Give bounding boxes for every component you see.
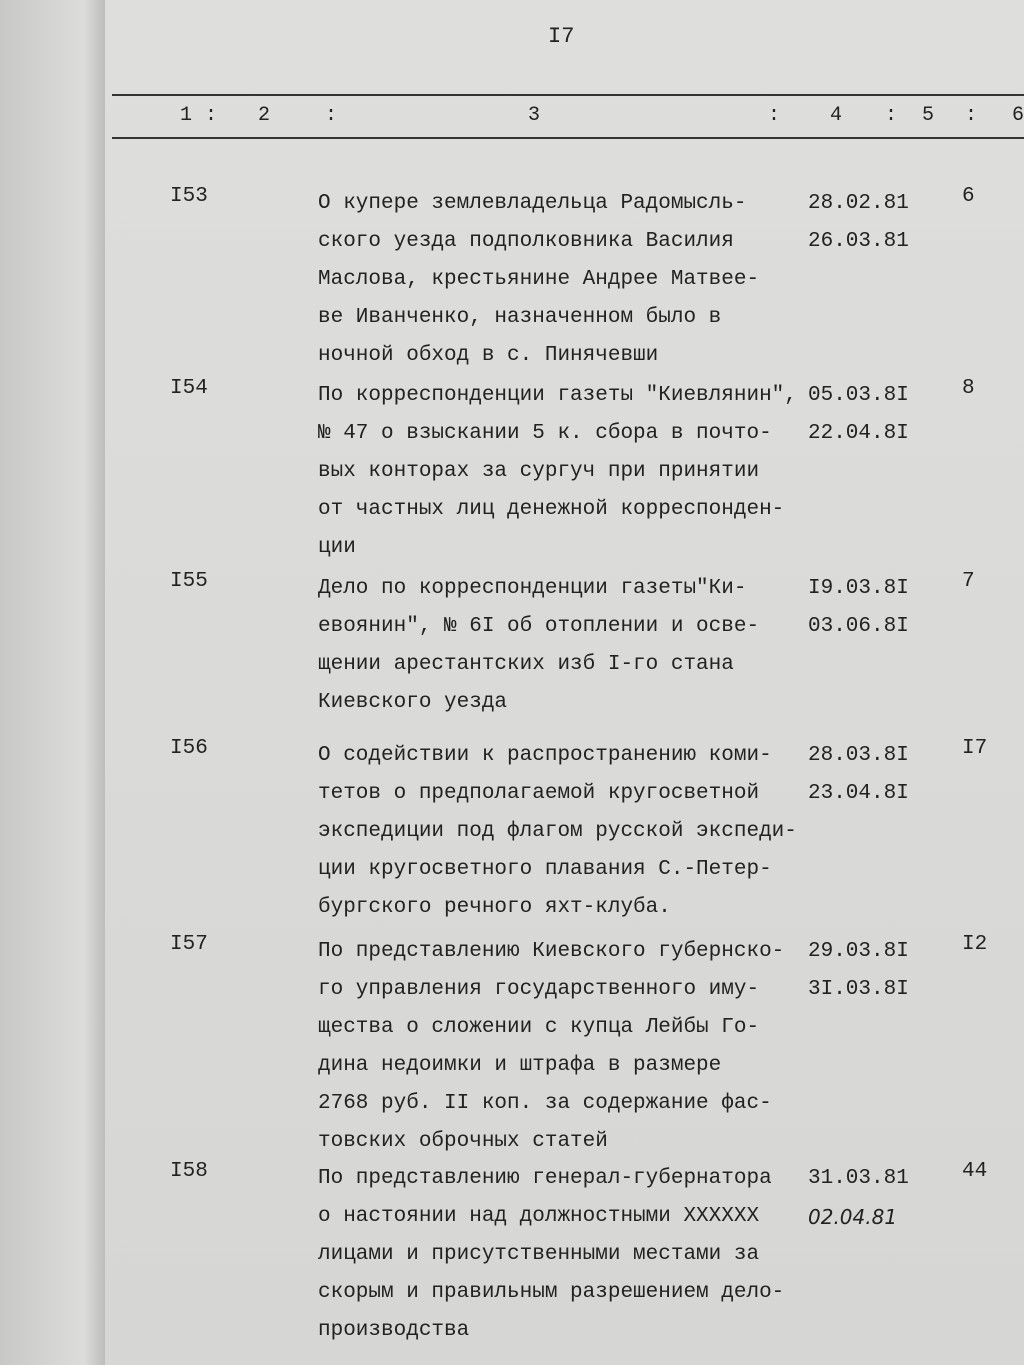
start-date: 28.02.81 (808, 192, 909, 215)
header-top-rule (112, 94, 1024, 96)
page-count: I7 (962, 737, 988, 760)
page-count: 44 (962, 1160, 988, 1183)
entry-dates (808, 1160, 909, 1236)
page-count: 8 (962, 377, 975, 400)
start-date: 05.03.8I (808, 384, 909, 407)
entry-number: I57 (170, 933, 208, 956)
entry-number: I53 (170, 185, 208, 208)
entry-number: I55 (170, 570, 208, 593)
entry-description: По представлению Киевского губернско- го управления государственного иму- щества о сложении с купца Лейбы Го- дина недоимки и штрафа в размере 2768 руб. II коп. за содержание фас- товских оброчных статей (318, 940, 785, 1153)
col-header-1: 1 (180, 104, 193, 127)
col-header-6: 6 (1012, 104, 1024, 127)
end-date: 26.03.81 (808, 230, 909, 253)
col-header-5: 5 (922, 104, 935, 127)
header-bottom-rule (112, 137, 1024, 139)
end-date: 22.04.8I (808, 422, 909, 445)
entry-description: О купере землевладельца Радомысль- ского уезда подполковника Василия Маслова, крестьянине Андрее Матвее- ве Иванченко, назначенном было в ночной обход в с. Пинячевши (318, 192, 760, 367)
page-count: I2 (962, 933, 988, 956)
entry-description: О содействии к распространению коми- тетов о предполагаемой кругосветной экспедиции под флагом русской экспеди- ции кругосветного плавания С.-Петер- бургского речного яхт-клуба. (318, 744, 797, 919)
start-date: 29.03.8I (808, 940, 909, 963)
entry-description: По корреспонденции газеты "Киевлянин", № 47 о взыскании 5 к. сбора в почто- вых конторах за сургуч при принятии от частных лиц денежной корреспонден- ции (318, 384, 797, 559)
col-header-2: 2 (258, 104, 271, 127)
end-date: 3I.03.8I (808, 978, 909, 1001)
page-count: 6 (962, 185, 975, 208)
entry-dates (808, 737, 909, 813)
entry-dates (808, 377, 909, 453)
start-date: I9.03.8I (808, 577, 909, 600)
entry-description: Дело по корреспонденции газеты"Ки- евоянин", № 6I об отоплении и осве- щении арестантских изб I-го стана Киевского уезда (318, 577, 760, 714)
start-date: 28.03.8I (808, 744, 909, 767)
entry-description: По представлению генерал-губернатора о настоянии над должностными XXXXXX лицами и присутственными местами за скорым и правильным разрешением дело- производства (318, 1167, 785, 1342)
previous-page-edge (0, 0, 105, 1365)
entry-number: I54 (170, 377, 208, 400)
page-count: 7 (962, 570, 975, 593)
end-date: 02.04.81 (808, 1205, 898, 1229)
entry-dates (808, 185, 909, 261)
end-date: 23.04.8I (808, 782, 909, 805)
start-date: 31.03.81 (808, 1167, 909, 1190)
page-number: I7 (548, 24, 575, 49)
end-date: 03.06.8I (808, 615, 909, 638)
entry-number: I56 (170, 737, 208, 760)
entry-dates (808, 570, 909, 646)
entry-dates (808, 933, 909, 1009)
entry-number: I58 (170, 1160, 208, 1183)
col-header-4: 4 (830, 104, 843, 127)
col-header-3: 3 (528, 104, 541, 127)
